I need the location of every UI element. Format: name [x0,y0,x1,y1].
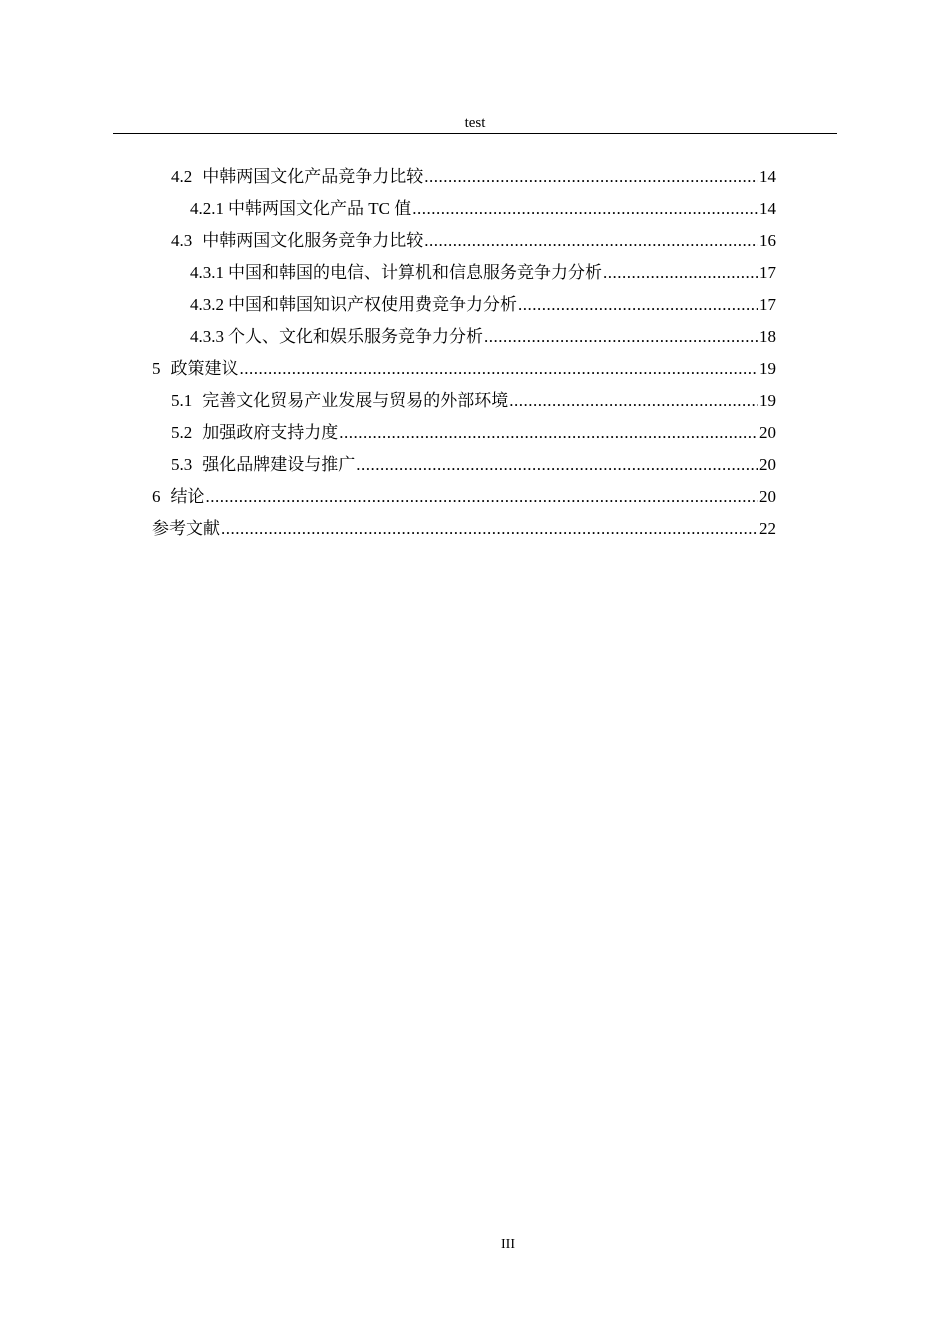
toc-entry[interactable] [152,482,776,512]
toc-entry-title: 中国和韩国的电信、计算机和信息服务竞争力分析 [228,263,602,282]
toc-entry-title: 结论 [170,487,205,506]
toc-entry[interactable] [152,514,776,544]
toc-leader-dots [484,322,758,352]
toc-entry-number: 5.3 [171,455,193,474]
toc-entry-page: 14 [759,167,776,186]
page-number: III [501,1237,515,1252]
toc-entry-page: 19 [759,359,776,378]
toc-entry-page: 14 [759,199,776,218]
toc-entry-number: 5.2 [171,423,193,442]
toc-entry-number: 4.3.3 [190,327,224,346]
toc-entry-number: 4.3.2 [190,295,224,314]
toc-entry-number: 5 [152,359,161,378]
toc-entry[interactable] [152,354,776,384]
toc-entry-title: 中韩两国文化产品 TC 值 [228,199,412,218]
toc-leader-dots [221,514,758,544]
toc-leader-dots [206,482,759,512]
toc-entry-title: 个人、文化和娱乐服务竞争力分析 [228,327,483,346]
toc-leader-dots [509,386,758,416]
toc-entry-number: 4.2 [171,167,193,186]
toc-entry-title: 政策建议 [170,359,239,378]
toc-entry-title: 中韩两国文化产品竞争力比较 [202,167,424,186]
toc-entry[interactable] [190,290,776,320]
toc-entry-title: 参考文献 [152,519,220,538]
toc-entry-number: 4.3 [171,231,193,250]
toc-entry[interactable] [190,258,776,288]
toc-entry[interactable] [190,194,776,224]
toc-entry-title: 加强政府支持力度 [202,423,339,442]
toc-entry-title: 中韩两国文化服务竞争力比较 [202,231,424,250]
toc-entry-page: 16 [759,231,776,250]
toc-leader-dots [240,354,759,384]
toc-entry-page: 22 [759,519,776,538]
toc-leader-dots [339,418,758,448]
toc-leader-dots [412,194,758,224]
toc-entry-page: 19 [759,391,776,410]
toc-entry-page: 20 [759,423,776,442]
toc-leader-dots [424,162,758,192]
toc-entry-title: 中国和韩国知识产权使用费竞争力分析 [228,295,517,314]
toc-leader-dots [518,290,758,320]
toc-entry-page: 20 [759,455,776,474]
toc-entry-page: 18 [759,327,776,346]
toc-entry-number: 5.1 [171,391,193,410]
toc-entry[interactable] [171,226,776,256]
toc-entry-title: 强化品牌建设与推广 [202,455,356,474]
toc-entry-number: 4.2.1 [190,199,224,218]
toc-entry[interactable] [171,418,776,448]
toc-entry-title: 完善文化贸易产业发展与贸易的外部环境 [202,391,509,410]
toc-leader-dots [356,450,758,480]
toc-entry-page: 20 [759,487,776,506]
toc-entry-page: 17 [759,295,776,314]
toc-entry[interactable] [190,322,776,352]
header-rule [113,133,837,134]
toc-entry-number: 4.3.1 [190,263,224,282]
toc-entry-page: 17 [759,263,776,282]
toc-leader-dots [603,258,758,288]
toc-entry[interactable] [171,386,776,416]
toc-entry[interactable] [171,450,776,480]
running-header: test [464,115,486,131]
toc-entry[interactable] [171,162,776,192]
toc-leader-dots [424,226,758,256]
toc-entry-number: 6 [152,487,161,506]
